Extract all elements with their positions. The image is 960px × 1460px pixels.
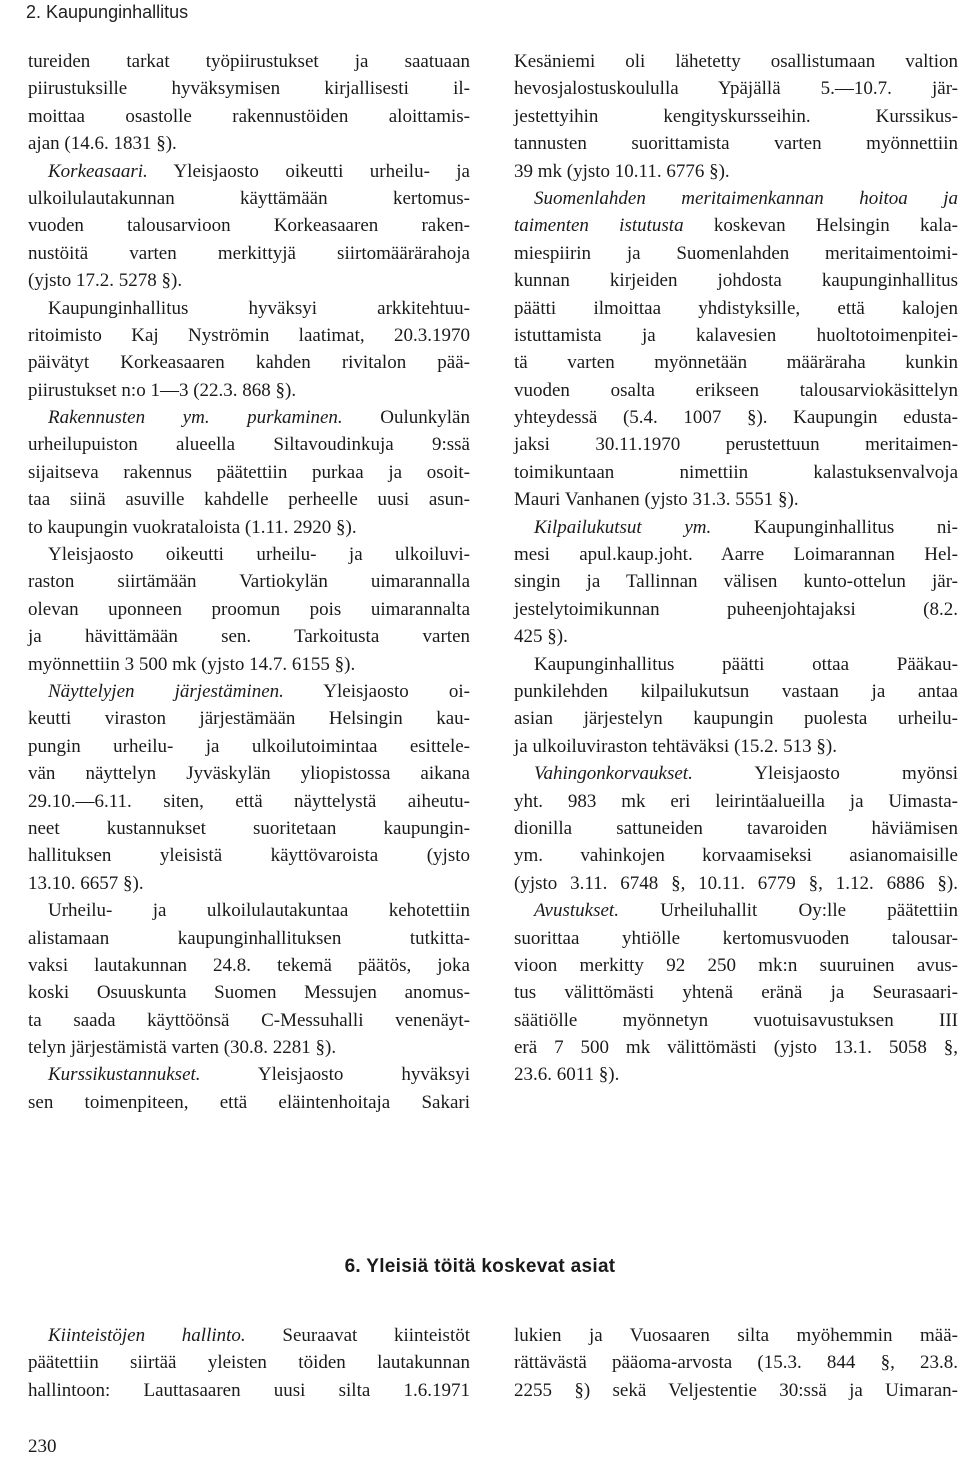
text-line: päätti ilmoittaa yhdistyksille, että kalojen [514,297,958,319]
text-line: rättävästä pääoma-arvosta (15.3. 844 §, 23.8. [514,1352,958,1374]
text-line: toimikuntaan nimettiin kalastuksenvalvoja [514,461,958,483]
text-line: erä 7 500 mk välittömästi (yjsto 13.1. 5058 §, [514,1037,958,1059]
text-line: tureiden tarkat työpiirustukset ja saatuaan [28,51,470,72]
text-line: ajan (14.6. 1831 §). [28,133,177,155]
text-line: mesi apul.kaup.joht. Aarre Loimarannan Hel- [514,544,958,566]
text-line: neet kustannukset suoritetaan kaupungin- [28,817,470,839]
text-line: (yjsto 3.11. 6748 §, 10.11. 6779 §, 1.12. 6886 §). [514,872,958,894]
topic-heading: Kurssikustannukset. [48,1064,201,1086]
topic-heading: Suomenlahden meritaimenkannan hoitoa ja [534,187,958,209]
text-line: sen toimenpiteen, että eläintenhoitaja Sakari [28,1091,470,1113]
text-line: asian järjestelyn kaupungin puolesta urheilu- [514,708,958,730]
text-line: tannusten suorittamista varten myönnettiin [514,133,958,155]
text-line: urheilupuiston alueella Siltavoudinkuja 9:ssä [28,434,470,456]
paragraph-start [28,1061,470,1088]
topic-heading: Rakennusten ym. purkaminen. [48,407,343,429]
text-run: Oulunkylän [342,407,470,429]
paragraph-start [514,185,958,212]
text-run: Yleisjaosto hyväksyi [200,1064,470,1086]
text-run: Yleisjaosto oi- [283,680,470,702]
page-number: 230 [28,1436,57,1457]
section-heading: 6. Yleisiä töitä koskevat asiat [344,1256,616,1277]
text-run: Yleisjaosto myönsi [692,763,958,785]
text-line: ulkoilulautakunnan käyttämään kertomus- [28,187,470,209]
text-line: myönnettiin 3 500 mk (yjsto 14.7. 6155 §). [28,653,356,675]
paragraph-start [514,897,958,924]
topic-heading: Näyttelyjen järjestäminen. [48,680,284,702]
text-line: taa siinä asuville kahdelle perheelle uusi asun- [28,489,470,511]
right-column [514,48,958,1089]
text-line: sijaitseva rakennus päätettiin purkaa ja osoit- [28,461,470,483]
text-line: jaksi 30.11.1970 perustettuun meritaimen- [514,434,958,456]
text-line: 2255 §) sekä Veljestentie 30:ssä ja Uimaran- [514,1379,958,1401]
paragraph-start [514,514,958,541]
text-line: ym. vahinkojen korvaamiseksi asianomaisille [514,845,958,867]
topic-heading: taimenten istutusta [514,215,684,237]
text-line: yht. 983 mk eri leirintäalueilla ja Uimasta- [514,790,958,812]
topic-heading: Korkeasaari. [48,160,148,182]
text-line: Yleisjaosto oikeutti urheilu- ja ulkoiluvi- [48,544,470,566]
text-line: miespiirin ja Suomenlahden meritaimentoimi- [514,242,958,264]
topic-heading: Kilpailukutsut ym. [534,516,712,538]
text-line: 23.6. 6011 §). [514,1064,620,1086]
text-line: to kaupungin vuokrataloista (1.11. 2920 §). [28,516,357,538]
bottom-right-column [514,1322,958,1404]
text-line: tä varten myönnetään määräraha kunkin [514,352,958,374]
text-line: ritoimisto Kaj Nyströmin laatimat, 20.3.1970 [28,324,470,346]
text-line: säätiölle myönnetyn vuotuisavustuksen III [514,1009,958,1031]
text-line: vuoden talousarvioon Korkeasaaren raken- [28,215,470,237]
text-line: tus välittömästi yhtenä eränä ja Seurasaari- [514,982,958,1004]
text-line: dionilla sattuneiden tavaroiden häviämisen [514,817,958,839]
text-line: koski Osuuskunta Suomen Messujen anomus- [28,982,470,1004]
text-line: Urheilu- ja ulkoilulautakuntaa kehotettiin [48,900,470,922]
text-line: (yjsto 17.2. 5278 §). [28,270,183,292]
topic-heading: Vahingonkorvaukset. [534,763,693,785]
text-line: piirustuksille hyväksymisen kirjallisesti il- [28,78,470,100]
text-line: suorittaa yhtiölle kertomusvuoden talousar- [514,927,958,949]
text-line: olevan uponneen proomun pois uimarannalta [28,598,470,620]
text-line: vaksi lautakunnan 24.8. tekemä päätös, joka [28,954,470,976]
text-run: Kaupunginhallitus ni- [711,516,959,538]
text-line: moittaa osastolle rakennustöiden aloittamis- [28,105,470,127]
text-line: 29.10.—6.11. siten, että näyttelystä aiheutu- [28,790,470,812]
text-line: jestettyihin kengityskursseihin. Kurssikus- [514,105,958,127]
left-column [28,48,470,1116]
text-line: jestelytoimikunnan puheenjohtajaksi (8.2. [514,598,958,620]
text-line: vuoden osalta erikseen talousarviokäsittelyn [514,379,958,401]
paragraph-start [28,404,470,431]
text-run: Seuraavat kiinteistöt [245,1325,470,1346]
paragraph-start [28,678,470,705]
text-line: Kesäniemi oli lähetetty osallistumaan valtion [514,51,958,72]
text-line: hallintoon: Lauttasaaren uusi silta 1.6.1971 [28,1379,470,1401]
paragraph-start [28,1322,470,1349]
topic-heading: Avustukset. [534,900,619,922]
text-line: vioon merkitty 92 250 mk:n suuruinen avus- [514,954,958,976]
text-line: hevosjalostuskoululla Ypäjällä 5.—10.7. jär- [514,78,958,100]
text-line: lukien ja Vuosaaren silta myöhemmin mää- [514,1325,958,1346]
text-line: hallituksen yleisistä käyttövaroista (yjsto [28,845,470,867]
paragraph-start [514,760,958,787]
text-line: istuttamista ja kalavesien huoltotoimenpitei- [514,324,958,346]
text-line: kunnan kirjeiden johdosta kaupunginhallitus [514,270,958,292]
text-run: Yleisjaosto oikeutti urheilu- ja [173,160,470,182]
topic-heading: Kiinteistöjen hallinto. [48,1325,246,1346]
text-line: 425 §). [514,626,568,648]
text-line: Kaupunginhallitus päätti ottaa Pääkau- [534,653,958,675]
text-line: raston siirtämään Vartiokylän uimarannalla [28,571,470,593]
page-header: 2. Kaupunginhallitus [26,2,189,22]
text-line: nustöitä varten merkittyjä siirtomäärärahoja [28,242,470,264]
text-line: 13.10. 6657 §). [28,872,144,894]
text-line: 39 mk (yjsto 10.11. 6776 §). [514,160,730,182]
text-line: punkilehden kilpailukutsun vastaan ja antaa [514,680,958,702]
text-line: telyn järjestämistä varten (30.8. 2281 §). [28,1037,337,1059]
text-line: päivätyt Korkeasaaren kahden rivitalon pää- [28,352,470,374]
text-line: keutti viraston järjestämään Helsingin kau- [28,708,470,730]
text-line: alistamaan kaupunginhallituksen tutkitta- [28,927,470,949]
text-run: Urheiluhallit Oy:lle päätettiin [618,900,958,922]
text-line: yhteydessä (5.4. 1007 §). Kaupungin edusta- [514,407,958,429]
text-line: singin ja Tallinnan välisen kunto-ottelun jär- [514,571,958,593]
text-line: Kaupunginhallitus hyväksyi arkkitehtuu- [48,297,470,319]
text-line: ta saada käyttöönsä C-Messuhalli venenäyt- [28,1009,470,1031]
text-line: piirustukset n:o 1—3 (22.3. 868 §). [28,379,297,401]
paragraph-start [28,158,470,185]
text-line: ja ulkoiluviraston tehtäväksi (15.2. 513 §). [514,735,837,757]
text-run: koskevan Helsingin kala- [683,215,958,237]
text-line: ja hävittämään sen. Tarkoitusta varten [28,626,470,648]
text-line: Mauri Vanhanen (yjsto 31.3. 5551 §). [514,489,799,511]
text-line: vän näyttelyn Jyväskylän yliopistossa aikana [28,763,470,785]
text-line: pungin urheilu- ja ulkoilutoimintaa esittele- [28,735,470,757]
text-line: päätettiin siirtää yleisten töiden lautakunnan [28,1352,470,1374]
bottom-left-column [28,1322,470,1404]
paragraph-cont [514,212,958,239]
